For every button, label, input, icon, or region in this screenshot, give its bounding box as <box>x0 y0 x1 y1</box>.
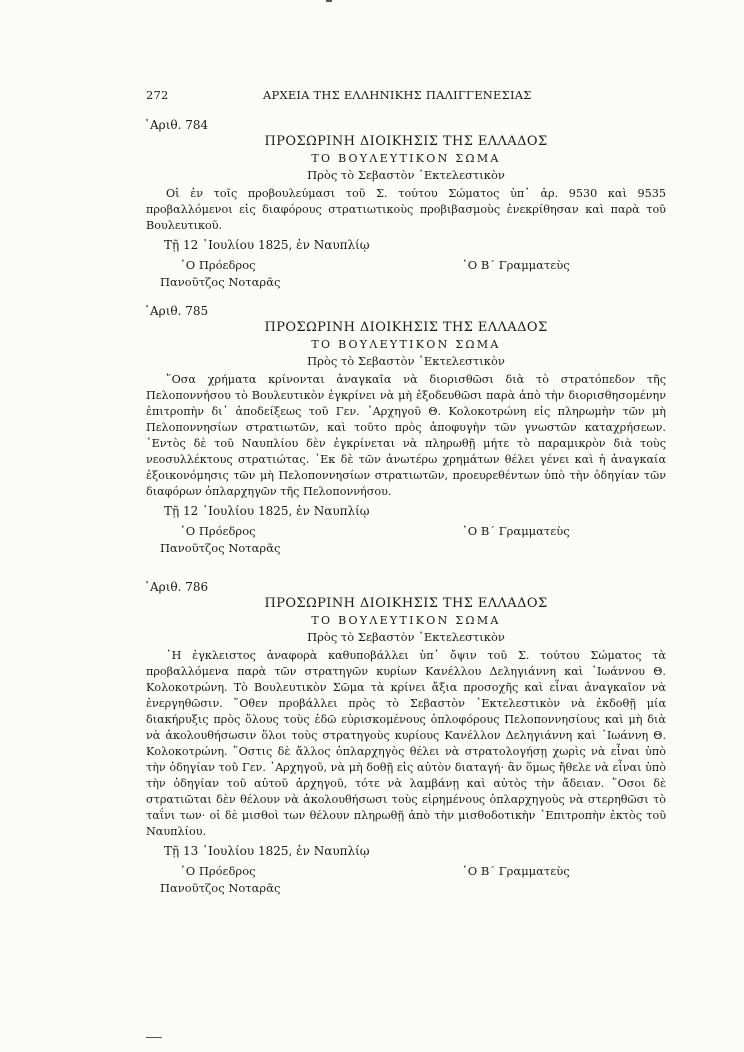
document-title: ΠΡΟΣΩΡΙΝΗ ΔΙΟΙΚΗΣΙΣ ΤΗΣ ΕΛΛΑΔΟΣ <box>264 320 548 335</box>
document-785 <box>146 304 666 557</box>
president-label: ῾Ο Πρόεδρος <box>180 258 256 272</box>
running-title: ΑΡΧΕΙΑ ΤΗΣ ΕΛΛΗΝΙΚΗΣ ΠΑΛΙΓΓΕΝΕΣΙΑΣ <box>263 88 532 102</box>
document-title: ΠΡΟΣΩΡΙΝΗ ΔΙΟΙΚΗΣΙΣ ΤΗΣ ΕΛΛΑΔΟΣ <box>264 134 548 149</box>
page-number: 272 <box>146 88 169 102</box>
document-subtitle: ΤΟ ΒΟΥΛΕΥΤΙΚΟΝ ΣΩΜΑ <box>311 614 501 627</box>
document-date: Τῇ 12 ᾿Ιουλίου 1825, ἐν Ναυπλίῳ <box>164 504 370 518</box>
document-date: Τῇ 13 ᾿Ιουλίου 1825, ἐν Ναυπλίῳ <box>164 844 370 858</box>
document-addressee: Πρὸς τὸ Σεβαστὸν ᾿Εκτελεστικὸν <box>307 354 505 368</box>
signatures <box>146 257 666 291</box>
document-body: ῞Οσα χρήματα κρίνονται ἀναγκαῖα νὰ διορισθῶσι διὰ τὸ στρατόπεδον τῆς Πελοποννήσου τὸ Βουλευτικὸν ἐγκρίνει νὰ μὴ ἐξοδευθῶσι παρὰ ἀπὸ τὴν διορισθησομένην ἐπιτροπὴν δι᾿ ἀποδείξεως τοῦ Γεν. ᾿Αρχηγοῦ Θ. Κολοκοτρώνη εἰς πληρωμὴν τῶν μὴ Πελοποννησίων στρατιωτῶν, καὶ τοῦτο πρὸς ἀποφυγὴν τῶν γνωστῶν καταχρήσεων. ᾿Εντὸς δὲ τοῦ Ναυπλίου δὲν ἐγκρίνεται νὰ πληρωθῇ μήτε τὸ παραμικρὸν διὰ τοὺς νεοσυλλέκτους στρατιώτας. ᾿Εκ δὲ τῶν ἀνωτέρω χρημάτων θέλει γένει καὶ ἡ ἀναγκαία ἐξοικονόμησις τῶν μὴ Πελοποννησίων στρατιωτῶν, προευρεθέντων ὑπὸ τὴν ὁδηγίαν τῶν διαφόρων ὀπλαρχηγῶν τῆς Πελοποννήσου. <box>146 373 666 498</box>
president-label: ῾Ο Πρόεδρος <box>180 864 256 878</box>
president-name: Πανοῦτζος Νοταρᾶς <box>160 275 281 289</box>
document-title: ΠΡΟΣΩΡΙΝΗ ΔΙΟΙΚΗΣΙΣ ΤΗΣ ΕΛΛΑΔΟΣ <box>264 596 548 611</box>
secretary-label: ῾Ο Β΄ Γραμματεὺς <box>462 258 570 272</box>
president-name: Πανοῦτζος Νοταρᾶς <box>160 881 281 895</box>
document-number: ᾿Αριθ. 784 <box>144 118 209 132</box>
document-addressee: Πρὸς τὸ Σεβαστὸν ᾿Εκτελεστικὸν <box>307 630 505 644</box>
secretary-label: ῾Ο Β΄ Γραμματεὺς <box>462 524 570 538</box>
president-signature <box>160 863 281 897</box>
scan-mark-bottom <box>146 1037 162 1038</box>
document-subtitle: ΤΟ ΒΟΥΛΕΥΤΙΚΟΝ ΣΩΜΑ <box>311 338 501 351</box>
document-784 <box>146 118 666 291</box>
document-body: ῾Η ἐγκλειστος ἀναφορὰ καθυποβάλλει ὑπ᾿ ὄψιν τοῦ Σ. τούτου Σώματος τὰ προβαλλόμενα παρὰ τῶν στρατηγῶν κυρίων Κανέλλου Δεληγιάννη καὶ ᾿Ιωάννου Θ. Κολοκοτρώνη. Τὸ Βουλευτικὸν Σῶμα τὰ κρίνει ἄξια προσοχῆς καὶ εἶναι ἀναγκαῖον νὰ ἐνεργηθῶσιν. ῞Οθεν προβάλλει πρὸς τὸ Σεβαστὸν ᾿Εκτελεστικὸν νὰ ἐκδοθῇ μία διακήρυξις πρὸς ὅλους τοὺς ἐδῶ εὑρισκομένους ὁπλοφόρους Πελοποννησίους καὶ μὴ διὰ νὰ ἀκολουθήσωσιν ὅλοι τοὺς στρατηγοὺς κυρίους Κανέλλον Δεληγιάννη καὶ ᾿Ιωάννη Θ. Κολοκοτρώνη. ῞Οστις δὲ ἄλλος ὁπλαρχηγὸς θέλει νὰ στρατολογήσῃ χωρὶς νὰ εἶναι ὑπὸ τὴν ὁδηγίαν τοῦ Γεν. ᾿Αρχηγοῦ, νὰ μὴ δοθῇ εἰς αὐτὸν διαταγή· ἂν ὅμως ἤθελε νὰ εἶναι ὑπὸ τὴν ὁδηγίαν τοῦ αὐτοῦ ἀρχηγοῦ, τότε νὰ λαμβάνῃ καὶ αὐτὸς τὴν ἄδειαν. ῞Οσοι δὲ στρατιῶται δὲν θέλουν νὰ ἀκολουθήσωσι τοὺς εἰρημένους ὁπλαρχηγοὺς νὰ στερηθῶσι τὸ ταΐνι των· οἱ δὲ μισθοὶ των θέλουν πληρωθῇ ἀπὸ τὴν μισθοδοτικὴν ᾿Επιτροπὴν ἐκτὸς τοῦ Ναυπλίου. <box>146 649 666 838</box>
signatures <box>146 863 666 897</box>
document-body: Οἱ ἐν τοῖς προβουλεύμασι τοῦ Σ. τούτου Σώματος ὑπ᾿ ἀρ. 9530 καὶ 9535 προβαλλόμενοι εἰς διαφόρους στρατιωτικοὺς προβιβασμοὺς ἐνεκρίθησαν καὶ παρὰ τοῦ Βουλευτικοῦ. <box>146 187 666 232</box>
document-number: ᾿Αριθ. 786 <box>144 580 209 594</box>
document-subtitle: ΤΟ ΒΟΥΛΕΥΤΙΚΟΝ ΣΩΜΑ <box>311 152 501 165</box>
document-786 <box>146 580 666 897</box>
document-number: ᾿Αριθ. 785 <box>144 304 209 318</box>
president-signature <box>160 257 281 291</box>
scan-mark-top <box>326 0 332 2</box>
signatures <box>146 523 666 557</box>
document-date: Τῇ 12 ᾿Ιουλίου 1825, ἐν Ναυπλίῳ <box>164 238 370 252</box>
document-addressee: Πρὸς τὸ Σεβαστὸν ᾿Εκτελεστικὸν <box>307 168 505 182</box>
president-label: ῾Ο Πρόεδρος <box>180 524 256 538</box>
president-signature <box>160 523 281 557</box>
president-name: Πανοῦτζος Νοταρᾶς <box>160 541 281 555</box>
secretary-label: ῾Ο Β΄ Γραμματεὺς <box>462 864 570 878</box>
